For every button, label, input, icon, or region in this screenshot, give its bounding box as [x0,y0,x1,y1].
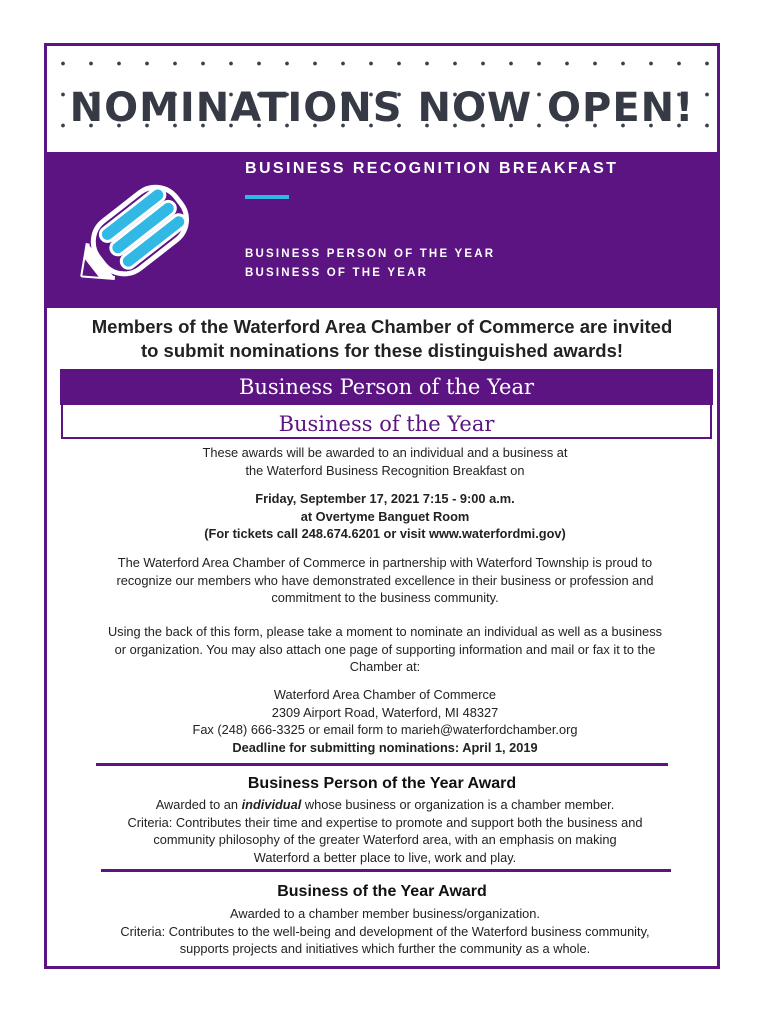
award1-description [54,796,716,866]
contact-address: 2309 Airport Road, Waterford, MI 48327 [271,704,499,720]
headline: NOMINATIONS NOW OPEN! [69,85,695,131]
award1-desc-post: whose business or organization is a chamber member. [301,797,615,812]
intro-line-2: to submit nominations for these distinguished awards! [140,340,624,361]
award1-desc-emphasis: individual [241,797,302,812]
intro-text [47,315,717,363]
instructions-line-1: Using the back of this form, please take a moment to nominate an individual as well as a business [107,624,663,639]
event-line-2: the Waterford Business Recognition Breakfast on [245,462,525,478]
award-band-person: Business Person of the Year [60,369,713,405]
event-details [54,490,716,543]
pencil-icon [77,160,217,290]
banner-subtitle-person: BUSINESS PERSON OF THE YEAR [245,248,496,260]
divider-1 [96,763,668,766]
deadline: Deadline for submitting nominations: April 1, 2019 [232,739,538,755]
award2-criteria-1: Criteria: Contributes to the well-being and development of the Waterford business community, [120,923,650,939]
paragraph-instructions [54,623,716,676]
divider-2 [101,869,671,872]
banner-title: BUSINESS RECOGNITION BREAKFAST [245,160,619,177]
event-venue: at Overtyme Banguet Room [300,508,470,524]
partnership-line-1: The Waterford Area Chamber of Commerce in partnership with Waterford Township is proud to [117,555,653,570]
intro-line-1: Members of the Waterford Area Chamber of Commerce are invited [91,316,673,337]
award1-desc-pre: Awarded to an [155,797,242,812]
instructions-line-3: Chamber at: [349,659,421,674]
event-date: Friday, September 17, 2021 7:15 - 9:00 a.m. [255,491,515,506]
accent-rule [245,195,289,199]
partnership-line-3: commitment to the business community. [271,590,499,605]
purple-banner [47,152,717,308]
award2-title: Business of the Year Award [277,883,487,900]
banner-subtitle-business: BUSINESS OF THE YEAR [245,267,429,279]
paragraph-partnership [54,554,716,607]
event-tickets: (For tickets call 248.674.6201 or visit www.waterfordmi.gov) [204,526,566,541]
award1-title: Business Person of the Year Award [247,775,517,792]
award1-criteria-1: Criteria: Contributes their time and expertise to promote and support both the business and [127,814,643,830]
instructions-line-2: or organization. You may also attach one page of supporting information and mail or fax it to the [114,641,656,657]
event-line-1: These awards will be awarded to an individual and a business at [202,445,568,460]
contact-fax-email: Fax (248) 666-3325 or email form to marieh@waterfordchamber.org [192,722,578,737]
award2-criteria-2: supports projects and initiatives which further the community as a whole. [179,941,591,956]
award2-description [54,905,716,958]
partnership-line-2: recognize our members who have demonstrated excellence in their business or profession and [116,572,654,588]
award1-desc-line [54,796,716,814]
award1-criteria-3: Waterford a better place to live, work and play. [253,849,517,865]
contact-block [54,686,716,756]
award1-criteria-2: community philosophy of the greater Waterford area, with an emphasis on making [153,832,617,847]
event-intro [54,444,716,479]
award-box-business: Business of the Year [61,405,712,439]
contact-org: Waterford Area Chamber of Commerce [273,687,497,702]
award2-desc: Awarded to a chamber member business/organization. [230,906,540,921]
